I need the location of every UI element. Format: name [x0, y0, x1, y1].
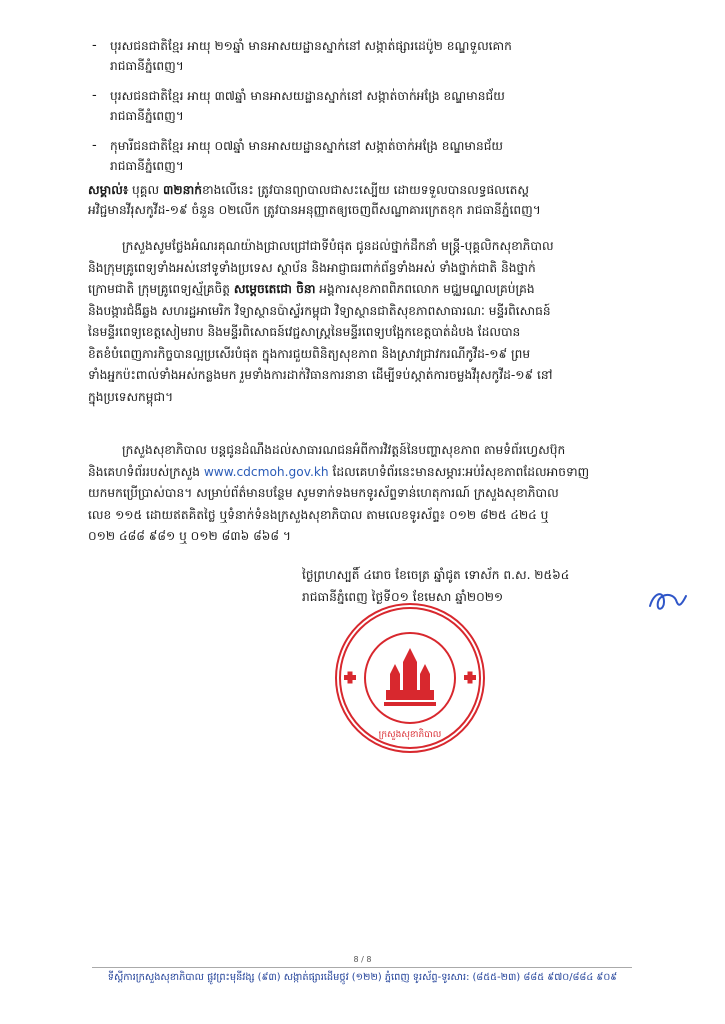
ack-line-3-prefix: ក្រោមជាតិ ក្រុមគ្រូពេទ្យស្ម័គ្រចិត្ត — [88, 282, 234, 296]
patient-list-item — [92, 36, 682, 76]
ministry-seal — [330, 598, 490, 758]
contact-line: ក្រសួងសុខាភិបាល បន្តជូនដំណឹងដល់សាធារណជនអំពីការវិវត្តន៍នៃបញ្ហាសុខភាព តាមទំព័រហ្វេសប៊ុក — [122, 443, 566, 457]
note-label: សម្គាល់៖ — [88, 183, 129, 197]
ack-line: ក្នុងប្រទេសកម្ពុជា។ — [88, 389, 174, 404]
seal-text: ក្រសួងសុខាភិបាល — [378, 730, 442, 740]
page-number: 8 / 8 — [353, 955, 372, 964]
contact-paragraph — [88, 440, 688, 548]
contact-line: យកមកប្រើប្រាស់បាន។ សម្រាប់ព័ត៌មានបន្ថែម សូមទាក់ទងមកទូរស័ព្ទទាន់ហេតុការណ៍ ក្រសួងសុខាភិបាល — [88, 486, 559, 500]
honorific-name: សម្តេចតេជោ ចិនា — [233, 282, 316, 296]
patient-line: រាជធានីភ្នំពេញ។ — [110, 159, 184, 173]
patient-line: រាជធានីភ្នំពេញ។ — [110, 59, 184, 73]
ack-line-3-rest: អង្គការសុខភាពពិភពលោក មជ្ឈមណ្ឌលគ្រប់គ្រង — [315, 282, 535, 296]
ack-line: ក្រសួងសូមថ្លែងអំណរគុណយ៉ាងជ្រាលជ្រៅជាទីបំផុត ជូនដល់ថ្នាក់ដឹកនាំ មន្ត្រី-បុគ្គលិកសុខាភិបាល — [122, 239, 554, 253]
patient-line: បុរសជនជាតិខ្មែរ អាយុ ២១ឆ្នាំ មានអាសយដ្ឋានស្នាក់នៅ សង្កាត់ផ្សារដេប៉ូ២ ខណ្ឌទួលគោក — [110, 39, 512, 53]
bullet-dash: - — [92, 138, 97, 153]
patient-list-item — [92, 136, 682, 176]
patient-line: រាជធានីភ្នំពេញ។ — [110, 109, 184, 123]
note-line-2: អវិជ្ជមានវីរុសកូវីដ-១៩ ចំនួន ០២លើក ត្រូវបានអនុញ្ញាតឲ្យចេញពីសណ្ឋាគារក្រេតខុក រាជធានីភ្នំពេញ។ — [88, 203, 541, 217]
recovered-count: ៣២នាក់ — [163, 183, 202, 197]
solar-date: រាជធានីភ្នំពេញ ថ្ងៃទី០១ ខែមេសា ឆ្នាំ២០២១ — [302, 590, 504, 604]
patient-line: កុមារីជនជាតិខ្មែរ អាយុ ០៧ឆ្នាំ មានអាសយដ្ឋានស្នាក់នៅ សង្កាត់ចាក់អង្រែ ខណ្ឌមានជ័យ — [110, 139, 504, 153]
ack-line: និងបង្ការជំងឺឆ្លង សហរដ្ឋអាមេរិក វិទ្យាស្ថានប៉ាស្ទ័រកម្ពុជា វិទ្យាស្ថានជាតិសុខភាពសាធារណៈ មន្ទីរពិសោធន៍ — [88, 303, 551, 318]
ack-line: ទាំងអ្នកប៉ះពាល់ទាំងអស់កន្លងមក រួមទាំងការដាក់វិធានការនានា ដើម្បីទប់ស្កាត់ការចម្លងវីរុសកូវីដ-១៩ នៅ — [88, 368, 553, 382]
note-prefix: បុគ្គល — [128, 183, 163, 197]
contact-line-2-rest: ដែលគេហទំព័រនេះមានសម្ភារៈអប់រំសុខភាពដែលអាចទាញ — [328, 464, 590, 479]
patient-list — [92, 36, 682, 186]
contact-line-2-prefix: និងគេហទំព័ររបស់ក្រសួង — [88, 464, 204, 479]
contact-line — [88, 462, 688, 484]
website-link[interactable]: www.cdcmoh.gov.kh — [203, 464, 329, 479]
note-paragraph — [88, 180, 688, 220]
note-line-1 — [88, 180, 688, 200]
ack-line: និងក្រុមគ្រូពេទ្យទាំងអស់នៅទូទាំងប្រទេស ស្ថាប័ន និងអាជ្ញាធរពាក់ព័ន្ធទាំងអស់ ទាំងថ្នាក់ជាតិ និងថ្នាក់ — [88, 260, 536, 275]
acknowledgement-paragraph — [88, 236, 688, 408]
patient-line: បុរសជនជាតិខ្មែរ អាយុ ៣៧ឆ្នាំ មានអាសយដ្ឋានស្នាក់នៅ សង្កាត់ចាក់អង្រែ ខណ្ឌមានជ័យ — [110, 89, 505, 103]
bullet-dash: - — [92, 88, 97, 103]
ack-line: ខិតខំបំពេញភារកិច្ចបានល្អប្រសើរបំផុត ក្នុងការជួយពិនិត្យសុខភាព និងស្រាវជ្រាវករណីកូវីដ-១៩ ព្រម — [88, 346, 531, 361]
note-line-1-text: ខាងលើនេះ ត្រូវបានព្យាបាលជាសះស្បើយ ដោយទទួលបានលទ្ធផលតេស្ត — [201, 183, 529, 197]
contact-line: លេខ ១១៥ ដោយឥតគិតថ្លៃ ឬទំនាក់ទំនងក្រសួងសុខាភិបាល តាមលេខទូរស័ព្ទ៖ ០១២ ៨២៥ ៤២៤ ឬ — [88, 507, 549, 522]
footer-divider — [92, 967, 632, 968]
lunar-date: ថ្ងៃព្រហស្បតិ៍ ៤រោច ខែចេត្រ ឆ្នាំជូត ទោស័ក ព.ស. ២៥៦៤ — [302, 568, 570, 582]
ack-line: នៃមន្ទីរពេទ្យខេត្តសៀមរាប និងមន្ទីរពិសោធន៍វេជ្ជសាស្ត្រនៃមន្ទីរពេទ្យបង្អែកខេត្តបាត់ដំបង ដែលបាន — [88, 325, 521, 339]
patient-list-item — [92, 86, 682, 126]
signature — [646, 586, 690, 616]
bullet-dash: - — [92, 38, 97, 53]
ack-line — [88, 279, 688, 301]
contact-line: ០១២ ៤៨៨ ៩៨១ ឬ ០១២ ៨៣៦ ៨៦៨ ។ — [88, 529, 291, 543]
footer-address: ទីស្តីការក្រសួងសុខាភិបាល ផ្លូវព្រះមុនីវង្ស (៩៣) សង្កាត់ផ្សារដើមថ្កូវ (១២២) ភ្នំពេញ ទូរស័ព្ទ-ទូរសារ: (៨៥៥-២៣) ៨៨៥ ៩៧០/៨៨៤ ៩០៩ — [107, 972, 618, 983]
